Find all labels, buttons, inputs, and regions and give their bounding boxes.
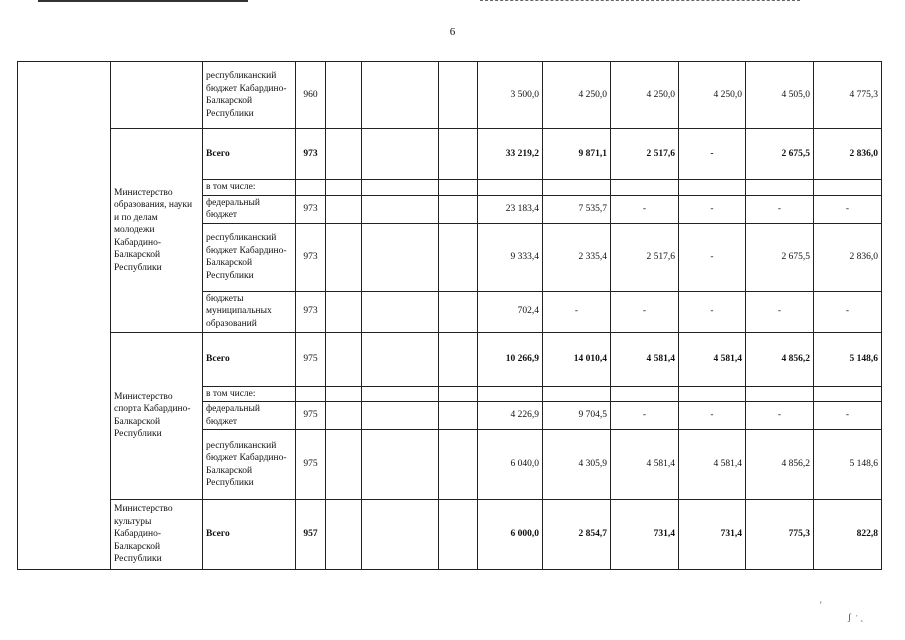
- empty-cell: [439, 332, 478, 386]
- empty-cell: [679, 386, 746, 402]
- empty-cell: [543, 386, 611, 402]
- top-rule-right: [480, 0, 800, 2]
- scan-mark: ': [820, 600, 822, 610]
- value-cell: 2 517,6: [611, 223, 679, 291]
- code-cell: 975: [296, 332, 326, 386]
- value-cell: -: [679, 223, 746, 291]
- empty-cell: [746, 386, 814, 402]
- empty-cell: [439, 195, 478, 223]
- value-cell: 4 250,0: [543, 62, 611, 129]
- value-cell: 4 775,3: [814, 62, 882, 129]
- value-cell: 775,3: [746, 500, 814, 570]
- empty-cell: [362, 386, 439, 402]
- empty-cell: [362, 332, 439, 386]
- value-cell: -: [814, 291, 882, 332]
- value-cell: 14 010,4: [543, 332, 611, 386]
- empty-cell: [362, 129, 439, 180]
- value-cell: 2 836,0: [814, 223, 882, 291]
- value-cell: 4 856,2: [746, 430, 814, 500]
- value-cell: 9 333,4: [478, 223, 543, 291]
- code-cell: 973: [296, 129, 326, 180]
- code-cell: 957: [296, 500, 326, 570]
- value-cell: 3 500,0: [478, 62, 543, 129]
- source-cell: республиканский бюджет Кабардино-Балкарской Республики: [203, 430, 296, 500]
- value-cell: 4 581,4: [679, 332, 746, 386]
- value-cell: 4 856,2: [746, 332, 814, 386]
- value-cell: -: [611, 195, 679, 223]
- empty-cell: [362, 223, 439, 291]
- empty-cell: [362, 195, 439, 223]
- table-row: [18, 62, 882, 129]
- source-cell: Всего: [203, 500, 296, 570]
- value-cell: -: [814, 402, 882, 430]
- empty-cell: [611, 386, 679, 402]
- empty-cell: [326, 223, 362, 291]
- source-cell: республиканский бюджет Кабардино-Балкарской Республики: [203, 223, 296, 291]
- empty-cell: [439, 386, 478, 402]
- value-cell: 4 226,9: [478, 402, 543, 430]
- empty-cell: [326, 430, 362, 500]
- page-number: 6: [449, 26, 456, 38]
- empty-cell: [439, 129, 478, 180]
- empty-cell: [326, 291, 362, 332]
- value-cell: 7 535,7: [543, 195, 611, 223]
- value-cell: 2 854,7: [543, 500, 611, 570]
- value-cell: 5 148,6: [814, 430, 882, 500]
- empty-cell: [296, 180, 326, 196]
- value-cell: -: [679, 291, 746, 332]
- empty-cell: [326, 500, 362, 570]
- empty-cell: [679, 180, 746, 196]
- source-cell: в том числе:: [203, 180, 296, 196]
- table-row: [18, 500, 882, 570]
- value-cell: 2 836,0: [814, 129, 882, 180]
- table-row: [18, 332, 882, 386]
- value-cell: 4 250,0: [679, 62, 746, 129]
- value-cell: 4 505,0: [746, 62, 814, 129]
- value-cell: -: [814, 195, 882, 223]
- empty-cell: [478, 386, 543, 402]
- value-cell: 5 148,6: [814, 332, 882, 386]
- empty-cell: [362, 500, 439, 570]
- empty-cell: [814, 386, 882, 402]
- empty-cell: [439, 62, 478, 129]
- value-cell: -: [611, 402, 679, 430]
- org-name-sport: Министерство спорта Кабардино-Балкарской Республики: [111, 332, 203, 500]
- value-cell: 4 581,4: [679, 430, 746, 500]
- table-row: [18, 129, 882, 180]
- value-cell: 702,4: [478, 291, 543, 332]
- value-cell: 4 581,4: [611, 332, 679, 386]
- value-cell: 6 040,0: [478, 430, 543, 500]
- empty-cell: [296, 386, 326, 402]
- top-rule-left: [38, 0, 248, 2]
- code-cell: 973: [296, 195, 326, 223]
- value-cell: 2 335,4: [543, 223, 611, 291]
- source-cell: республиканский бюджет Кабардино-Балкарской Республики: [203, 62, 296, 129]
- empty-cell: [543, 180, 611, 196]
- empty-cell: [326, 129, 362, 180]
- value-cell: -: [543, 291, 611, 332]
- code-cell: 973: [296, 291, 326, 332]
- empty-cell: [439, 291, 478, 332]
- value-cell: 2 675,5: [746, 129, 814, 180]
- empty-cell: [439, 500, 478, 570]
- value-cell: 4 305,9: [543, 430, 611, 500]
- org-cell-empty: [111, 62, 203, 129]
- empty-cell: [326, 332, 362, 386]
- code-cell: 973: [296, 223, 326, 291]
- empty-cell: [746, 180, 814, 196]
- org-name-culture: Министерство культуры Кабардино-Балкарской Республики: [111, 500, 203, 570]
- budget-table: [17, 61, 882, 570]
- empty-cell: [326, 180, 362, 196]
- empty-cell: [326, 62, 362, 129]
- empty-cell: [439, 180, 478, 196]
- value-cell: 4 581,4: [611, 430, 679, 500]
- value-cell: 2 675,5: [746, 223, 814, 291]
- empty-cell: [478, 180, 543, 196]
- source-cell: Всего: [203, 332, 296, 386]
- value-cell: 2 517,6: [611, 129, 679, 180]
- empty-cell: [362, 62, 439, 129]
- source-cell: Всего: [203, 129, 296, 180]
- value-cell: 9 871,1: [543, 129, 611, 180]
- source-cell: федеральный бюджет: [203, 402, 296, 430]
- empty-cell: [611, 180, 679, 196]
- value-cell: 731,4: [611, 500, 679, 570]
- value-cell: 33 219,2: [478, 129, 543, 180]
- empty-cell: [439, 223, 478, 291]
- value-cell: 822,8: [814, 500, 882, 570]
- source-cell: бюджеты муниципальных образований: [203, 291, 296, 332]
- org-name-education: Министерство образования, науки и по делам молодежи Кабардино-Балкарской Республики: [111, 129, 203, 333]
- source-cell: в том числе:: [203, 386, 296, 402]
- empty-cell: [814, 180, 882, 196]
- empty-cell: [326, 402, 362, 430]
- empty-cell: [362, 180, 439, 196]
- value-cell: -: [746, 195, 814, 223]
- program-cell: [18, 62, 111, 570]
- empty-cell: [362, 430, 439, 500]
- scan-mark: ʃ ˑ ˏ: [848, 612, 864, 622]
- value-cell: 731,4: [679, 500, 746, 570]
- empty-cell: [362, 291, 439, 332]
- empty-cell: [362, 402, 439, 430]
- value-cell: -: [746, 291, 814, 332]
- empty-cell: [326, 195, 362, 223]
- value-cell: -: [611, 291, 679, 332]
- value-cell: -: [679, 129, 746, 180]
- value-cell: -: [679, 195, 746, 223]
- source-cell: федеральный бюджет: [203, 195, 296, 223]
- value-cell: 6 000,0: [478, 500, 543, 570]
- value-cell: 23 183,4: [478, 195, 543, 223]
- value-cell: -: [746, 402, 814, 430]
- value-cell: 10 266,9: [478, 332, 543, 386]
- code-cell: 975: [296, 430, 326, 500]
- value-cell: -: [679, 402, 746, 430]
- value-cell: 4 250,0: [611, 62, 679, 129]
- empty-cell: [439, 430, 478, 500]
- code-cell: 960: [296, 62, 326, 129]
- empty-cell: [326, 386, 362, 402]
- code-cell: 975: [296, 402, 326, 430]
- empty-cell: [439, 402, 478, 430]
- value-cell: 9 704,5: [543, 402, 611, 430]
